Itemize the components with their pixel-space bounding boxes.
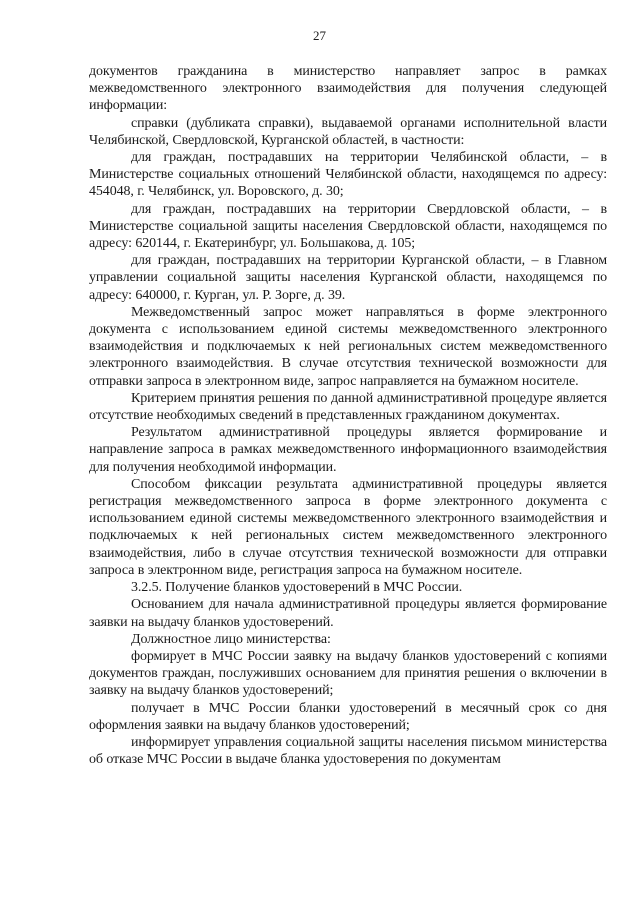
- paragraph-result-fixation: Способом фиксации результата административной процедуры является регистрация межведомственного запроса в форме электронного документа с использованием единой системы межведомственного электронного взаимодействия и подключаемых к ней региональных систем межведомственного электронного взаимодействия, либо в случае отсутствия технической возможности для отправки запроса в электронном виде, регистрация запроса на бумажном носителе.: [89, 476, 607, 578]
- document-body: [89, 63, 607, 768]
- paragraph-forms-request: формирует в МЧС России заявку на выдачу бланков удостоверений с копиями документов граждан, послуживших основанием для принятия решения о включении в заявку на выдачу бланков удостоверений;: [89, 648, 607, 699]
- paragraph-kurgan: для граждан, пострадавших на территории Курганской области, – в Главном управлении социальной защиты населения Курганской области, находящемся по адресу: 640000, г. Курган, ул. Р. Зорге, д. 39.: [89, 253, 607, 303]
- paragraph-official: Должностное лицо министерства:: [131, 631, 331, 647]
- page-number: 27: [313, 28, 326, 43]
- paragraph-chelyabinsk: для граждан, пострадавших на территории Челябинской области, – в Министерстве социальных отношений Челябинской области, находящемся по адресу: 454048, г. Челябинск, ул. Воровского, д. 30;: [89, 150, 607, 200]
- paragraph-informs: информирует управления социальной защиты населения письмом министерства об отказе МЧС России в выдаче бланка удостоверения по документам: [89, 734, 607, 768]
- paragraph-sverdlovsk: для граждан, пострадавших на территории Свердловской области, – в Министерстве социальной защиты населения Свердловской области, находящемся по адресу: 620144, г. Екатеринбург, ул. Большакова, д. 105;: [89, 201, 607, 252]
- paragraph-receives-blanks: получает в МЧС России бланки удостоверений в месячный срок со дня оформления заявки на выдачу бланков удостоверений;: [89, 700, 607, 733]
- paragraph-basis: Основанием для начала административной процедуры является формирование заявки на выдачу бланков удостоверений.: [89, 597, 607, 630]
- paragraph-interagency-request: Межведомственный запрос может направляться в форме электронного документа с использованием единой системы межведомственного электронного взаимодействия и подключаемых к ней региональных систем межведомственного электронного взаимодействия. В случае отсутствия технической возможности для отправки запроса в электронном виде, запрос направляется на бумажном носителе.: [89, 304, 607, 389]
- paragraph-certificate: справки (дубликата справки), выдаваемой органами исполнительной власти Челябинской, Свердловской, Курганской областей, в частности:: [89, 115, 607, 148]
- paragraph-result: Результатом административной процедуры является формирование и направление запроса в рамках межведомственного информационного взаимодействия для получения необходимой информации.: [89, 425, 607, 475]
- paragraph-request-intro: документов гражданина в министерство направляет запрос в рамках межведомственного электронного взаимодействия для получения следующей информации:: [89, 64, 607, 114]
- paragraph-decision-criterion: Критерием принятия решения по данной административной процедуре является отсутствие необходимых сведений в представленных гражданином документах.: [89, 390, 607, 424]
- section-heading-3-2-5: 3.2.5. Получение бланков удостоверений в МЧС России.: [131, 580, 463, 596]
